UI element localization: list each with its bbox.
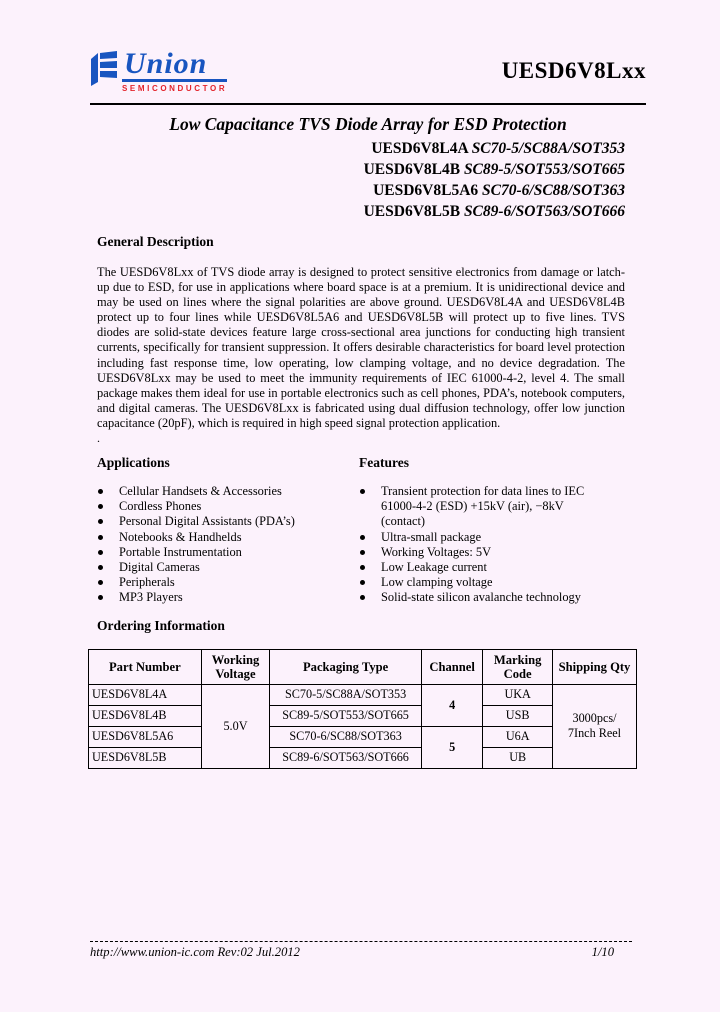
bullet-icon — [360, 489, 365, 494]
applications-column — [90, 443, 352, 606]
variant-line — [90, 159, 625, 180]
list-item — [97, 545, 352, 560]
list-item — [359, 484, 646, 530]
list-item-label: MP3 Players — [119, 590, 183, 605]
list-item — [97, 590, 352, 605]
variant-line — [90, 180, 625, 201]
variant-line — [90, 138, 625, 159]
variant-part: UESD6V8L5B — [363, 203, 461, 220]
column-header-part-number: Part Number — [89, 649, 202, 684]
list-item-label: Personal Digital Assistants (PDA’s) — [119, 514, 295, 529]
bullet-icon — [98, 565, 103, 570]
marking-code-cell: USB — [483, 705, 553, 726]
list-item — [97, 575, 352, 590]
list-item-label: Notebooks & Handhelds — [119, 529, 242, 544]
brand-block — [122, 46, 228, 93]
variant-line — [90, 201, 625, 222]
brand-subtitle: SEMICONDUCTOR — [122, 83, 228, 93]
part-number-cell: UESD6V8L4A — [89, 684, 202, 705]
applications-heading: Applications — [97, 455, 170, 471]
paragraph-trailing-period: . — [97, 431, 100, 446]
variant-part: UESD6V8L5A6 — [373, 182, 479, 199]
header-rule — [90, 103, 646, 105]
packaging-type-cell: SC89-6/SOT563/SOT666 — [270, 747, 422, 768]
page-number: 1/10 — [591, 945, 614, 959]
table-row — [89, 684, 637, 705]
list-item-label: Cordless Phones — [119, 499, 202, 514]
list-item-label: Low clamping voltage — [381, 575, 493, 590]
list-item — [359, 530, 646, 545]
bullet-icon — [360, 580, 365, 585]
variant-part: UESD6V8L4B — [363, 161, 461, 178]
bullet-icon — [360, 565, 365, 570]
list-item — [97, 499, 352, 514]
marking-code-cell: U6A — [483, 726, 553, 747]
list-item-label: Digital Cameras — [119, 560, 200, 575]
list-item-label: Low Leakage current — [381, 560, 487, 575]
bullet-icon — [360, 595, 365, 600]
document-title: Low Capacitance TVS Diode Array for ESD Protection — [169, 114, 567, 134]
brand-name: Union — [122, 50, 227, 82]
list-item — [359, 545, 646, 560]
bullet-icon — [98, 595, 103, 600]
union-logo-icon — [90, 50, 117, 86]
column-header-marking-code: Marking Code — [483, 649, 553, 684]
channel-cell: 4 — [421, 684, 482, 726]
list-item-label: Portable Instrumentation — [119, 544, 242, 559]
working-voltage-cell: 5.0V — [201, 684, 270, 768]
applications-list — [97, 484, 352, 606]
column-header-working-voltage: Working Voltage — [201, 649, 270, 684]
part-number-cell: UESD6V8L5A6 — [89, 726, 202, 747]
union-logo — [90, 46, 228, 93]
list-item-label: Working Voltages: 5V — [381, 544, 492, 559]
general-description-body: The UESD6V8Lxx of TVS diode array is designed to protect sensitive electronics from damage or latch-up due to ESD, for use in applications where board space is at a premium. It is unidirectional device and may be used on lines where the signal polarities are above ground. UESD6V8L4A and UESD6V8L4B protect up to four lines while UESD6V8L5A6 and UESD6V8L5B will protect up to five lines. TVS diodes are solid-state devices feature large cross-sectional area junctions for conducting high transient currents, specifically for transient suppression. It offers desirable characteristics for board level protection including fast response time, low operating, low clamping voltage, and no device degradation. The UESD6V8Lxx may be used to meet the immunity requirements of IEC 61000-4-2, level 4. The small package makes them ideal for use in portable electronics such as cell phones, PDA’s, notebook computers, and digital cameras. The UESD6V8Lxx is fabricated using dual diffusion technology, offer low junction capacitance (20pF), which is required in high speed signal protection application. — [97, 265, 625, 430]
list-item — [97, 560, 352, 575]
variant-list — [90, 138, 646, 222]
bullet-icon — [98, 535, 103, 540]
variant-packages: SC70-6/SC88/SOT363 — [482, 182, 625, 199]
list-item — [97, 484, 352, 499]
features-column — [352, 443, 646, 606]
page-header — [90, 46, 646, 96]
list-item — [97, 514, 352, 529]
table-header-row — [89, 649, 637, 684]
document-part-number: UESD6V8Lxx — [501, 58, 646, 83]
list-item — [359, 575, 646, 590]
shipping-qty-cell — [552, 684, 636, 768]
column-header-shipping-qty: Shipping Qty — [552, 649, 636, 684]
bullet-icon — [360, 535, 365, 540]
bullet-icon — [98, 504, 103, 509]
bullet-icon — [360, 550, 365, 555]
packaging-type-cell: SC70-5/SC88A/SOT353 — [270, 684, 422, 705]
channel-cell: 5 — [421, 726, 482, 768]
list-item — [359, 560, 646, 575]
ordering-information-table — [88, 649, 637, 769]
column-header-packaging-type: Packaging Type — [270, 649, 422, 684]
list-item-label: Solid-state silicon avalanche technology — [381, 590, 581, 605]
part-number-cell: UESD6V8L4B — [89, 705, 202, 726]
variant-packages: SC89-5/SOT553/SOT665 — [463, 161, 625, 178]
list-item-label: Transient protection for data lines to IEC 61000-4-2 (ESD) +15kV (air), −8kV (contact) — [381, 484, 585, 529]
list-item-label: Cellular Handsets & Accessories — [119, 484, 282, 499]
variant-packages: SC70-5/SC88A/SOT353 — [471, 140, 625, 157]
variant-part: UESD6V8L4A — [371, 140, 468, 157]
list-item — [359, 590, 646, 605]
list-item-label: Peripherals — [119, 575, 175, 590]
marking-code-cell: UKA — [483, 684, 553, 705]
ordering-information-heading: Ordering Information — [97, 617, 225, 633]
list-item-label: Ultra-small package — [381, 529, 482, 544]
features-heading: Features — [359, 455, 409, 471]
packaging-type-cell: SC70-6/SC88/SOT363 — [270, 726, 422, 747]
bullet-icon — [98, 580, 103, 585]
variant-packages: SC89-6/SOT563/SOT666 — [463, 203, 625, 220]
general-description-heading: General Description — [97, 234, 214, 249]
marking-code-cell: UB — [483, 747, 553, 768]
shipping-qty-line2: 7Inch Reel — [567, 726, 622, 741]
applications-features-columns — [90, 443, 646, 606]
page-footer — [90, 941, 632, 960]
packaging-type-cell: SC89-5/SOT553/SOT665 — [270, 705, 422, 726]
part-number-cell: UESD6V8L5B — [89, 747, 202, 768]
list-item — [97, 530, 352, 545]
column-header-channel: Channel — [421, 649, 482, 684]
bullet-icon — [98, 550, 103, 555]
footer-url-revision: http://www.union-ic.com Rev:02 Jul.2012 — [90, 945, 300, 959]
features-list — [359, 484, 646, 606]
bullet-icon — [98, 519, 103, 524]
shipping-qty-line1: 3000pcs/ — [572, 711, 617, 726]
bullet-icon — [98, 489, 103, 494]
